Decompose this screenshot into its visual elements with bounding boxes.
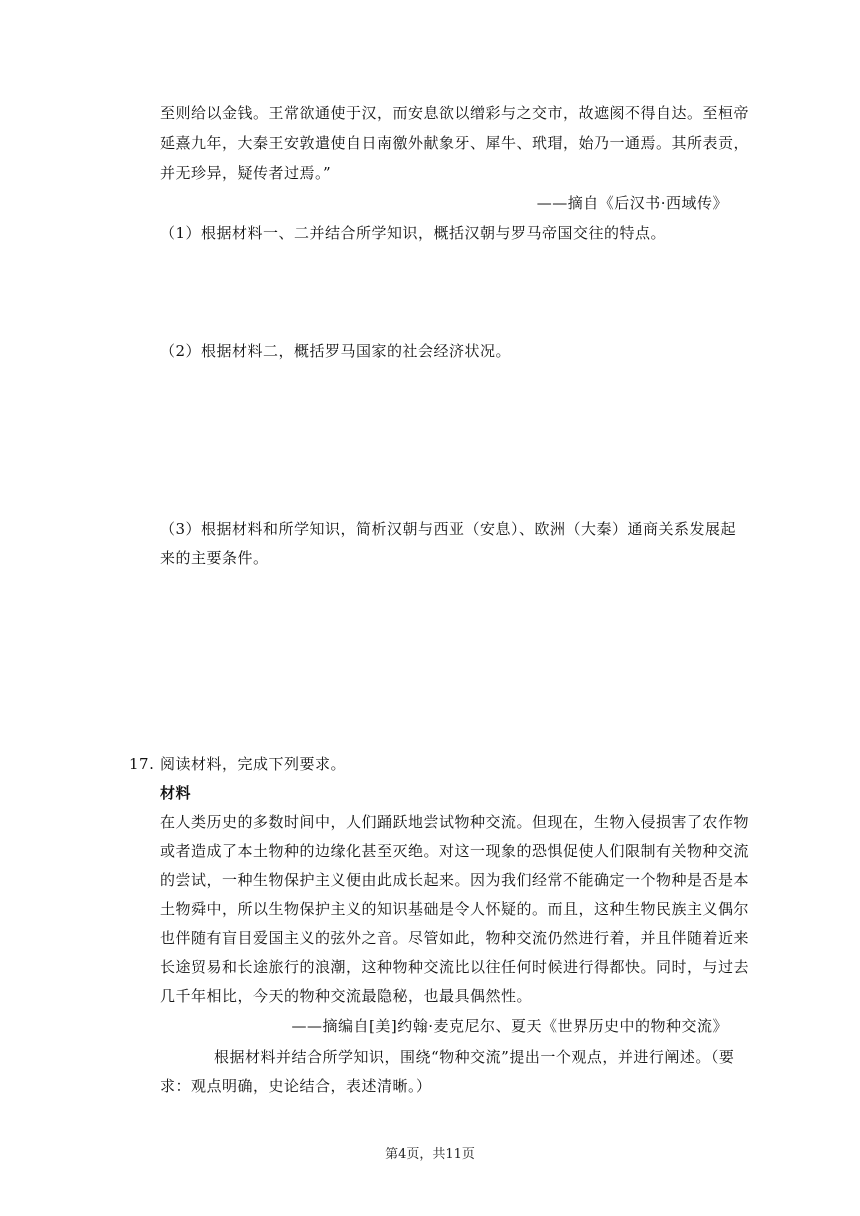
question-prompt: 阅读材料，完成下列要求。 [160,755,347,773]
material-line: 延熹九年，大秦王安敦遣使自日南徼外献象牙、犀牛、玳瑁，始乃一通焉。其所表贡， [160,134,750,152]
requirement-line: 根据材料并结合所学知识，围绕“物种交流”提出一个观点，并进行阐述。（要 [214,1048,735,1066]
requirement-line: 求：观点明确，史论结合，表述清晰。） [160,1077,432,1095]
material-line: 也伴随有盲目爱国主义的弦外之音。尽管如此，物种交流仍然进行着，并且伴随着近来 [160,929,750,947]
page-footer: 第4页，共11页 [385,1147,475,1162]
question-number: 17. [129,755,155,773]
material-line: 或者造成了本土物种的边缘化甚至灭绝。对这一现象的恐惧促使人们限制有关物种交流 [160,842,750,860]
subquestion-1: （1）根据材料一、二并结合所学知识，概括汉朝与罗马帝国交往的特点。 [160,224,667,242]
subquestion-2: （2）根据材料二，概括罗马国家的社会经济状况。 [160,342,512,360]
material-source: ——摘编自[美]约翰·麦克尼尔、夏天《世界历史中的物种交流》 [291,1017,728,1035]
material-line: 至则给以金钱。王常欲通使于汉，而安息欲以缯彩与之交市，故遮阂不得自达。至桓帝 [160,104,750,122]
material-line: 几千年相比，今天的物种交流最隐秘，也最具偶然性。 [160,987,533,1005]
material-line: 长途贸易和长途旅行的浪潮，这种物种交流比以往任何时候进行得都快。同时，与过去 [160,958,750,976]
material-line: 在人类历史的多数时间中，人们踊跃地尝试物种交流。但现在，生物入侵损害了农作物 [160,813,750,831]
subquestion-3-continued: 来的主要条件。 [160,549,269,567]
material-line: 并无珍异，疑传者过焉。” [160,164,332,182]
material-source: ——摘自《后汉书·西域传》 [536,194,728,212]
material-label: 材料 [160,784,192,802]
material-line: 的尝试，一种生物保护主义便由此成长起来。因为我们经常不能确定一个物种是否是本 [160,871,750,889]
subquestion-3: （3）根据材料和所学知识，简析汉朝与西亚（安息）、欧洲（大秦）通商关系发展起 [160,520,737,538]
material-line: 土物舜中，所以生物保护主义的知识基础是令人怀疑的。而且，这种生物民族主义偶尔 [160,900,750,918]
